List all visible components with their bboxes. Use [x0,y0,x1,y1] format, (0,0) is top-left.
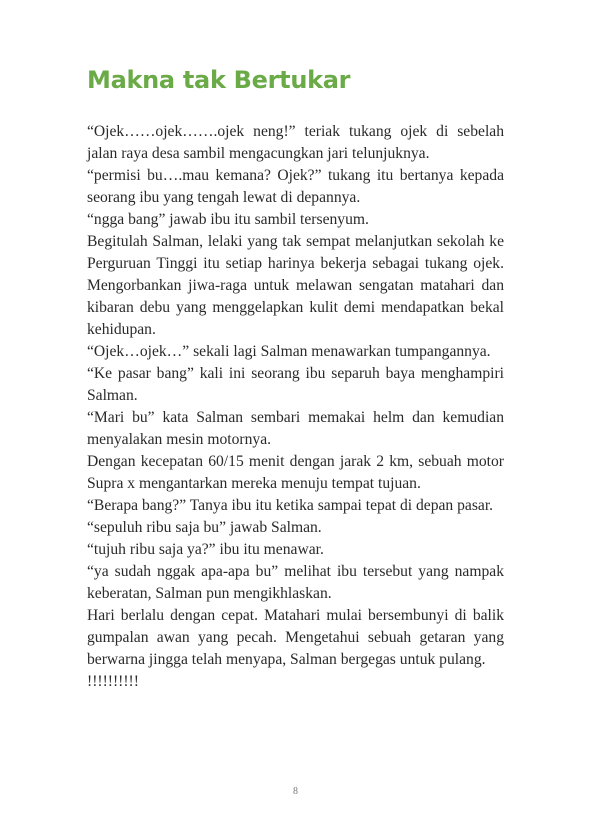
chapter-title: Makna tak Bertukar [87,66,351,94]
paragraph: “Ke pasar bang” kali ini seorang ibu separuh baya menghampiri Salman. [87,365,504,404]
paragraph: “Ojek……ojek…….ojek neng!” teriak tukang ojek di sebelah jalan raya desa sambil mengacungkan jari telunjuknya. [87,123,504,162]
paragraph: “Berapa bang?” Tanya ibu itu ketika sampai tepat di depan pasar. [87,497,494,514]
paragraph: !!!!!!!!!! [87,673,139,690]
paragraph: “Mari bu” kata Salman sembari memakai helm dan kemudian menyalakan mesin motornya. [87,409,504,448]
paragraph: “tujuh ribu saja ya?” ibu itu menawar. [87,541,324,558]
paragraph: Hari berlalu dengan cepat. Matahari mulai bersembunyi di balik gumpalan awan yang pecah. Mengetahui sebuah getaran yang berwarna jingga telah menyapa, Salman bergegas untuk pulang. [87,607,504,668]
paragraph: “permisi bu….mau kemana? Ojek?” tukang itu bertanya kepada seorang ibu yang tengah lewat di depannya. [87,167,504,206]
paragraph: Dengan kecepatan 60/15 menit dengan jarak 2 km, sebuah motor Supra x mengantarkan mereka menuju tempat tujuan. [87,453,504,492]
paragraph: Begitulah Salman, lelaki yang tak sempat melanjutkan sekolah ke Perguruan Tinggi itu setiap harinya bekerja sebagai tukang ojek. Mengorbankan jiwa-raga untuk melawan sengatan matahari dan kibaran debu yang menggelapkan kulit demi mendapatkan bekal kehidupan. [87,233,504,338]
story-body [87,121,504,693]
paragraph: “ya sudah nggak apa-apa bu” melihat ibu tersebut yang nampak keberatan, Salman pun mengikhlaskan. [87,563,504,602]
paragraph: “sepuluh ribu saja bu” jawab Salman. [87,519,322,536]
paragraph: “Ojek…ojek…” sekali lagi Salman menawarkan tumpangannya. [87,343,491,360]
page-number: 8 [293,786,298,797]
paragraph: “ngga bang” jawab ibu itu sambil tersenyum. [87,211,369,228]
